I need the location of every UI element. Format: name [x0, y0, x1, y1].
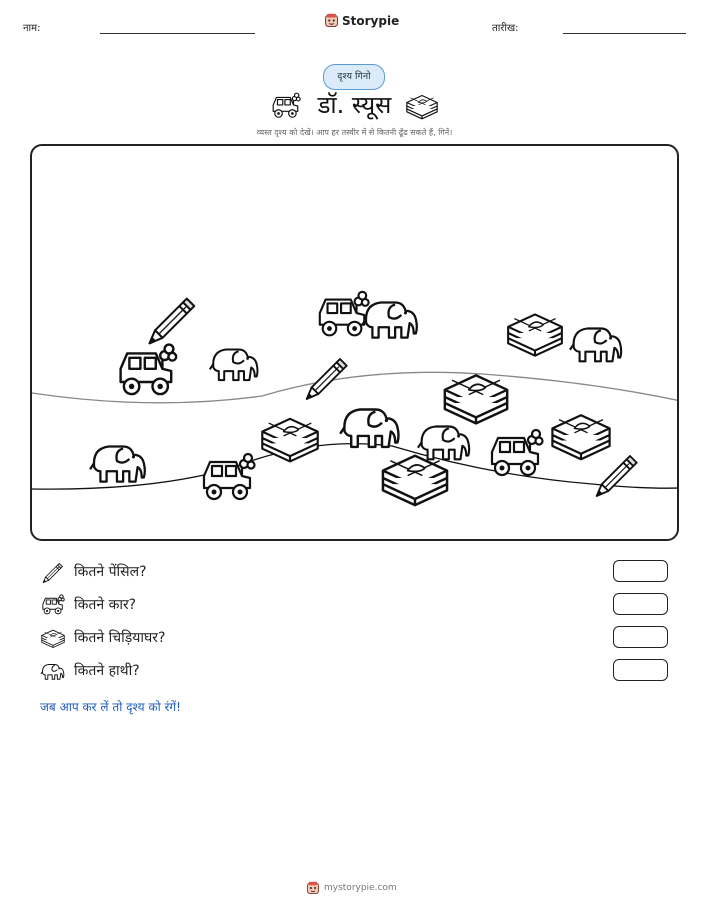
date-line[interactable] [563, 33, 686, 34]
pencil-icon [597, 456, 637, 496]
question-text: कितने पेंसिल? [74, 564, 147, 580]
zoo-icon [508, 314, 562, 355]
question-row [40, 560, 670, 584]
question-text: कितने हाथी? [74, 663, 140, 679]
zoo-icon [404, 92, 440, 120]
elephant-icon [210, 350, 258, 381]
elephant-icon [340, 410, 398, 447]
name-line[interactable] [100, 33, 255, 34]
answer-box[interactable] [613, 560, 668, 582]
question-text: कितने कार? [74, 597, 137, 613]
coloring-note: जब आप कर लें तो दृश्य को रंगें! [40, 700, 181, 714]
date-label: तारीख: [492, 23, 519, 34]
scene-illustration [32, 146, 679, 541]
counting-scene [30, 144, 679, 541]
answer-box[interactable] [613, 593, 668, 615]
elephant-icon [90, 447, 145, 482]
elephant-icon [40, 660, 66, 682]
brand-name: Storypie [342, 13, 400, 28]
elephant-icon [418, 427, 469, 460]
elephant-icon [570, 329, 621, 362]
instructions: व्यस्त दृश्य को देखें। आप हर तस्वीर में से कितनी ढूँढ सकते हैं, गिनें। [256, 128, 453, 137]
storypie-icon [324, 13, 339, 28]
question-text: कितने चिड़ियाघर? [74, 630, 166, 646]
activity-badge: दृश्य गिनो [323, 64, 385, 90]
car-icon [204, 454, 255, 499]
brand-logo [324, 13, 399, 28]
page-title: डॉ. स्यूस [317, 91, 392, 119]
elephant-icon [362, 303, 417, 338]
name-label: नाम: [23, 23, 41, 34]
zoo-icon [445, 375, 507, 423]
footer-url[interactable]: mystorypie.com [324, 883, 397, 893]
pencil-icon [40, 561, 64, 585]
car-icon [40, 594, 66, 616]
question-row [40, 659, 670, 683]
zoo-icon [383, 456, 447, 505]
footer [306, 881, 397, 895]
storypie-icon [306, 881, 320, 895]
car-icon [492, 430, 543, 475]
question-row [40, 593, 670, 617]
pencil-icon [149, 299, 194, 344]
car-icon [121, 345, 177, 395]
zoo-icon [40, 627, 66, 649]
answer-box[interactable] [613, 626, 668, 648]
zoo-icon [552, 415, 609, 459]
question-row [40, 626, 670, 650]
car-icon [320, 292, 369, 336]
answer-box[interactable] [613, 659, 668, 681]
